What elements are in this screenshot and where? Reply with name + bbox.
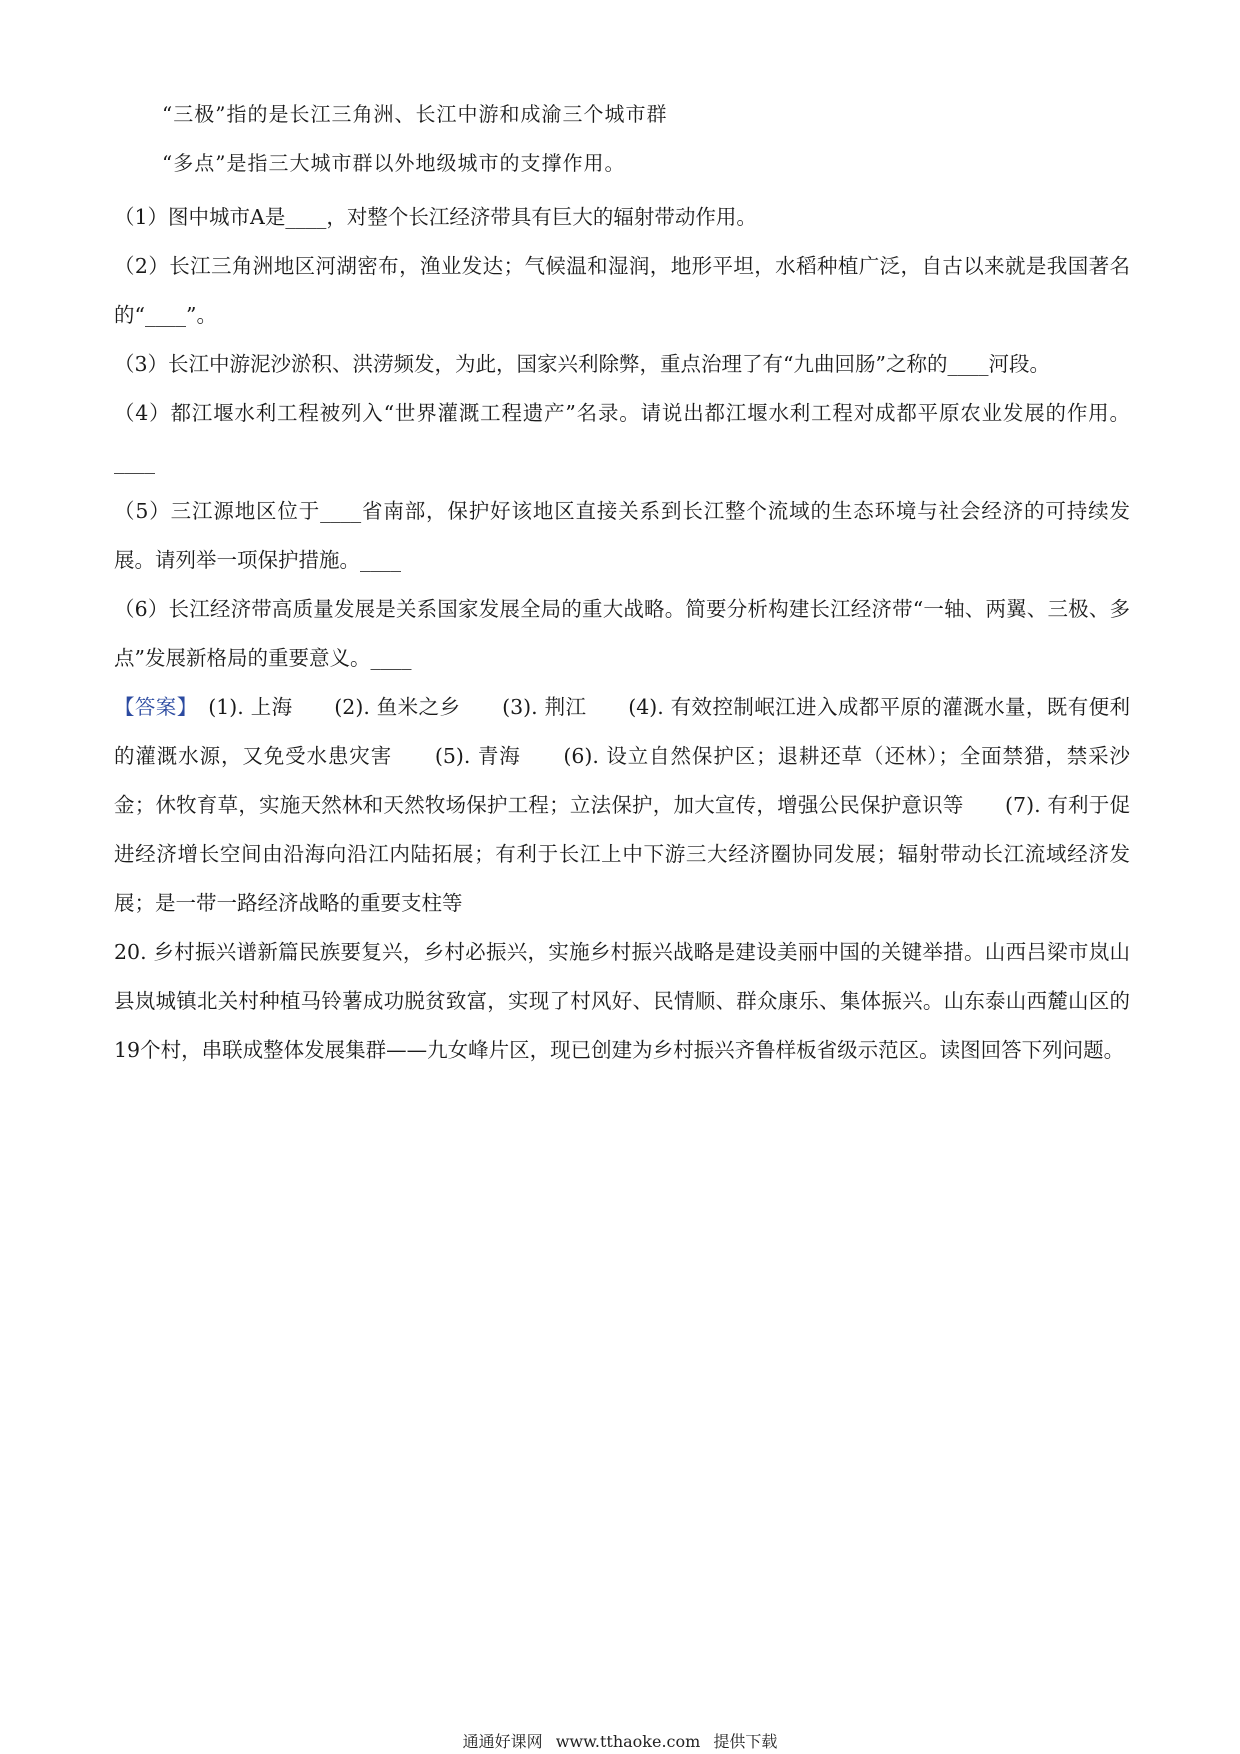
- question-3: （3）长江中游泥沙淤积、洪涝频发，为此，国家兴利除弊，重点治理了有“九曲回肠”之称的____河段。: [114, 352, 1051, 376]
- question-20: 20. 乡村振兴谱新篇民族要复兴，乡村必振兴，实施乡村振兴战略是建设美丽中国的关键举措。山西吕梁市岚山县岚城镇北关村种植马铃薯成功脱贫致富，实现了村风好、民情顺、群众康乐、集体振兴。山东泰山西麓山区的19个村，串联成整体发展集群——九女峰片区，现已创建为乡村振兴齐鲁样板省级示范区。读图回答下列问题。: [114, 940, 1130, 1062]
- footer-url[interactable]: www.tthaoke.com: [555, 1732, 701, 1751]
- intro-line-sanji: “三极”指的是长江三角洲、长江中游和成渝三个城市群: [162, 102, 668, 126]
- question-4: （4）都江堰水利工程被列入“世界灌溉工程遗产”名录。请说出都江堰水利工程对成都平原农业发展的作用。____: [114, 401, 1130, 474]
- page-content: [114, 100, 1130, 1075]
- answer-text: (1). 上海 (2). 鱼米之乡 (3). 荆江 (4). 有效控制岷江进入成都平原的灌溉水量，既有便利的灌溉水源，又免受水患灾害 (5). 青海 (6). 设立自然保护区；退耕还草（还林）；全面禁猎，禁采沙金；休牧育草，实施天然林和天然牧场保护工程；立法保护，加大宣传，增强公民保护意识等 (7). 有利于促进经济增长空间由沿海向沿江内陆拓展；有利于长江上中下游三大经济圈协同发展；辐射带动长江流域经济发展；是一带一路经济战略的重要支柱等: [114, 695, 1130, 915]
- intro-line-duodian: “多点”是指三大城市群以外地级城市的支撑作用。: [162, 151, 626, 175]
- question-5: （5）三江源地区位于____省南部，保护好该地区直接关系到长江整个流域的生态环境与社会经济的可持续发展。请列举一项保护措施。____: [114, 499, 1130, 572]
- question-1: （1）图中城市A是____，对整个长江经济带具有巨大的辐射带动作用。: [114, 205, 757, 229]
- question-6: （6）长江经济带高质量发展是关系国家发展全局的重大战略。简要分析构建长江经济带“一轴、两翼、三极、多点”发展新格局的重要意义。____: [114, 597, 1130, 670]
- question-2: （2）长江三角洲地区河湖密布，渔业发达；气候温和湿润，地形平坦，水稻种植广泛，自古以来就是我国著名的“____”。: [114, 254, 1130, 327]
- footer-site-name: 通通好课网: [462, 1732, 543, 1751]
- footer-suffix: 提供下载: [713, 1732, 778, 1751]
- answer-tag: 【答案】: [114, 695, 188, 719]
- page-footer: [0, 1729, 1240, 1752]
- answer-block: [114, 683, 1130, 928]
